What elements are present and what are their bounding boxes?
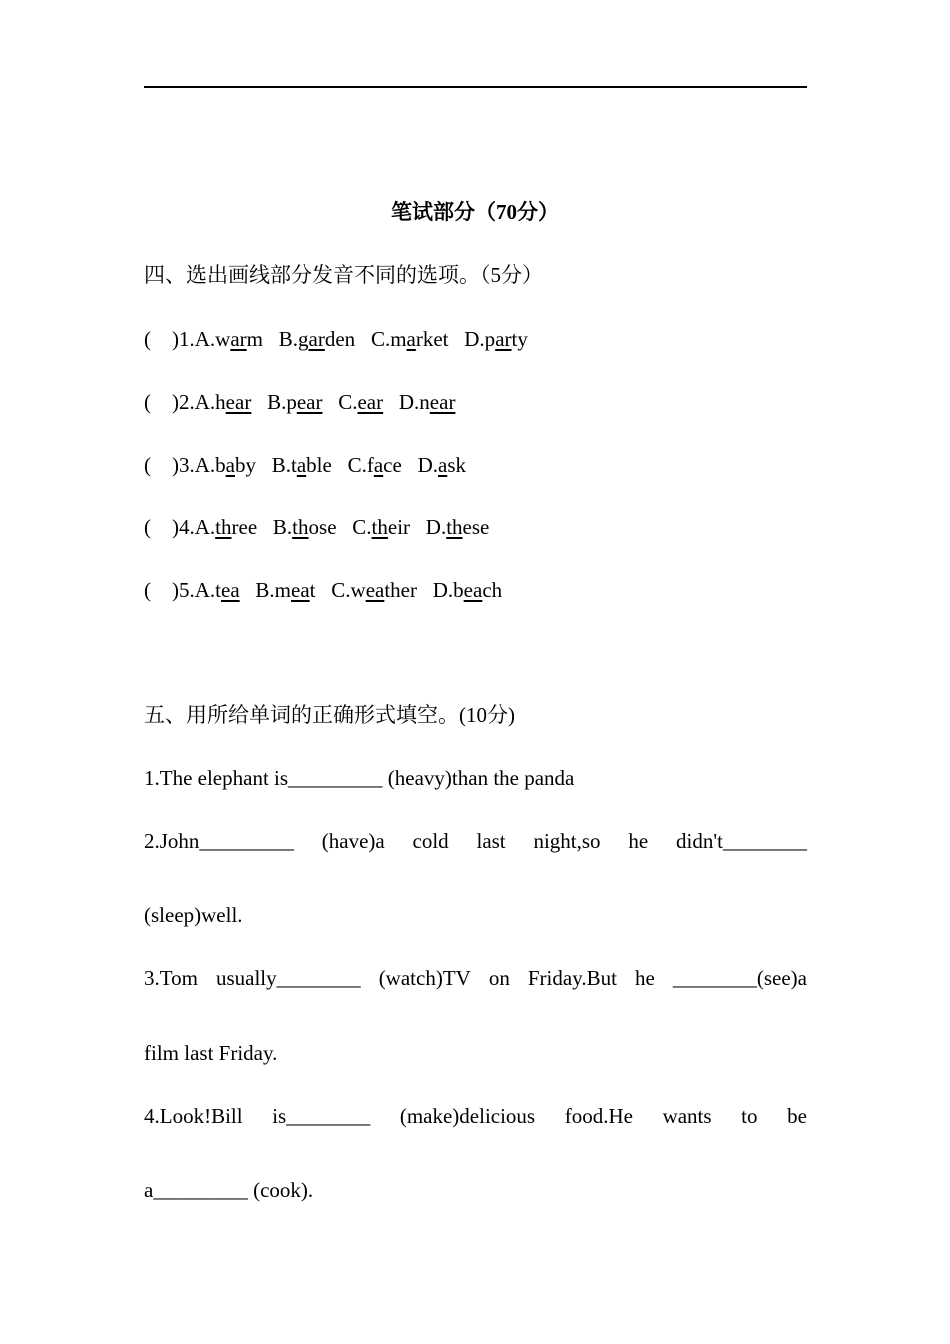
option-text: B.t: [271, 453, 297, 477]
question-row: [144, 452, 466, 478]
word: is________: [272, 1104, 371, 1128]
option-text: A.b: [194, 453, 226, 477]
word: night,so: [533, 829, 601, 853]
option: [273, 515, 337, 539]
fill-question-4-continued: a_________ (cook).: [144, 1178, 314, 1202]
option-text: ree: [231, 515, 258, 539]
underlined-letters: ear: [296, 390, 323, 414]
question-row: [144, 577, 502, 603]
option: [195, 327, 263, 351]
word: (make)delicious: [399, 1104, 536, 1128]
answer-bracket: ( )3.: [144, 453, 195, 477]
underlined-letters: ea: [291, 578, 310, 602]
option-text: B.m: [255, 578, 291, 602]
option: [267, 390, 322, 414]
word: wants: [662, 1104, 712, 1128]
option-text: D.b: [432, 578, 464, 602]
option-text: ese: [462, 515, 490, 539]
underlined-letters: th: [292, 515, 309, 539]
option-text: ther: [384, 578, 417, 602]
word: (have)a: [321, 829, 385, 853]
underlined-letters: a: [406, 327, 416, 351]
option-text: B.: [272, 515, 293, 539]
underlined-letters: a: [437, 453, 448, 477]
option-text: A.t: [194, 578, 221, 602]
option-text: ble: [306, 453, 332, 477]
option-text: C.f: [347, 453, 374, 477]
underlined-letters: th: [215, 515, 232, 539]
option: [399, 390, 456, 414]
option-text: A.h: [194, 390, 226, 414]
fill-question-3: [144, 965, 807, 991]
underlined-letters: ea: [365, 578, 385, 602]
word: food.He: [564, 1104, 633, 1128]
page-title: 笔试部分（70分）: [391, 200, 559, 224]
option-text: m: [246, 327, 264, 351]
underlined-letters: ea: [221, 578, 240, 602]
underlined-letters: a: [373, 453, 384, 477]
section4-heading: 四、选出画线部分发音不同的选项。（5分）: [144, 263, 543, 287]
option-text: ty: [511, 327, 528, 351]
option-text: eir: [387, 515, 411, 539]
option: [418, 453, 466, 477]
option: [433, 578, 502, 602]
option: [195, 515, 257, 539]
underlined-letters: ear: [225, 390, 252, 414]
option: [195, 390, 252, 414]
question-row: [144, 326, 528, 352]
option: [426, 515, 490, 539]
answer-bracket: ( )1.: [144, 327, 195, 351]
fill-question-2-continued: (sleep)well.: [144, 903, 243, 927]
underlined-letters: ear: [429, 390, 456, 414]
option-text: D.: [425, 515, 447, 539]
option-text: by: [235, 453, 256, 477]
word: (watch)TV: [378, 966, 471, 990]
option: [352, 515, 410, 539]
fill-question-3-continued: film last Friday.: [144, 1041, 278, 1065]
option-text: A.w: [194, 327, 231, 351]
fill-question-1: 1.The elephant is_________ (heavy)than the panda: [144, 766, 575, 790]
word: 4.Look!Bill: [144, 1104, 243, 1128]
fill-question-4: [144, 1103, 807, 1129]
question-row: [144, 389, 455, 415]
question-row: [144, 514, 489, 540]
option: [279, 327, 355, 351]
option-text: ce: [383, 453, 402, 477]
option-text: ch: [482, 578, 503, 602]
option: [255, 578, 315, 602]
option: [195, 453, 256, 477]
underlined-letters: ar: [308, 327, 325, 351]
option-text: t: [309, 578, 316, 602]
section5-heading: 五、用所给单词的正确形式填空。(10分): [144, 703, 515, 727]
option: [464, 327, 528, 351]
underlined-letters: th: [371, 515, 388, 539]
option-text: B.p: [267, 390, 297, 414]
underlined-letters: ar: [495, 327, 512, 351]
word: Friday.But: [527, 966, 617, 990]
option: [338, 390, 383, 414]
word: usually________: [215, 966, 361, 990]
option-text: B.g: [278, 327, 309, 351]
word: ________(see)a: [672, 966, 807, 990]
option-text: den: [324, 327, 356, 351]
option-text: C.w: [331, 578, 366, 602]
option-text: rket: [415, 327, 449, 351]
header-rule: [144, 86, 807, 88]
answer-bracket: ( )5.: [144, 578, 195, 602]
option-text: C.m: [370, 327, 407, 351]
underlined-letters: ear: [357, 390, 384, 414]
option: [272, 453, 332, 477]
answer-bracket: ( )2.: [144, 390, 195, 414]
option-text: sk: [447, 453, 466, 477]
word: last: [476, 829, 506, 853]
answer-bracket: ( )4.: [144, 515, 195, 539]
option: [195, 578, 240, 602]
word: 3.Tom: [144, 966, 198, 990]
option: [371, 327, 449, 351]
option-text: C.: [352, 515, 372, 539]
underlined-letters: ea: [463, 578, 483, 602]
fill-question-2: [144, 828, 807, 854]
underlined-letters: ar: [230, 327, 247, 351]
underlined-letters: a: [296, 453, 307, 477]
word: 2.John_________: [144, 829, 294, 853]
word: he: [628, 829, 649, 853]
option: [348, 453, 402, 477]
word: he: [634, 966, 655, 990]
option-text: C.: [338, 390, 358, 414]
option-text: D.n: [398, 390, 430, 414]
word: didn't________: [676, 829, 807, 853]
word: cold: [412, 829, 449, 853]
underlined-letters: th: [446, 515, 463, 539]
option: [331, 578, 417, 602]
option-text: D.: [417, 453, 438, 477]
word: to: [741, 1104, 758, 1128]
word: be: [787, 1104, 807, 1128]
word: on: [488, 966, 510, 990]
option-text: D.p: [464, 327, 496, 351]
option-text: A.: [194, 515, 216, 539]
option-text: ose: [308, 515, 337, 539]
underlined-letters: a: [225, 453, 235, 477]
